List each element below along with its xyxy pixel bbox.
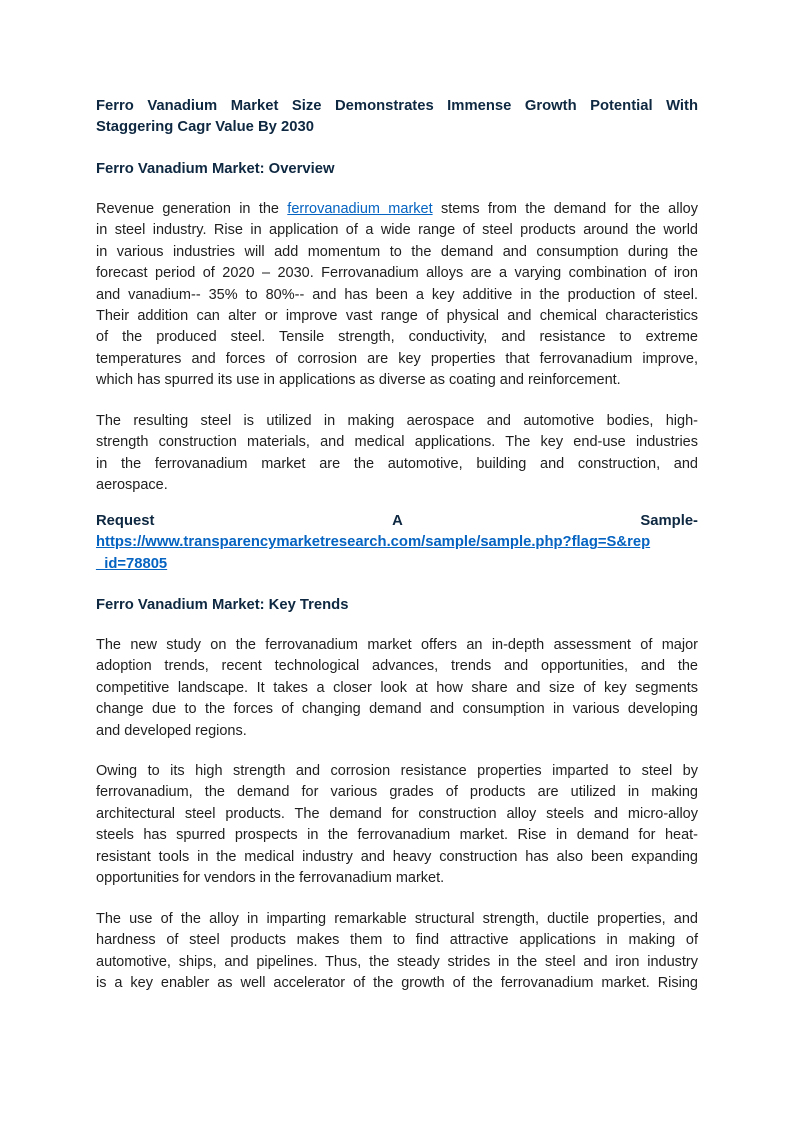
text-line: and developed regions.: [96, 722, 247, 739]
text-line: of the produced steel. Tensile strength, conductivity, and resistance to extreme: [96, 329, 698, 346]
text: A: [392, 513, 403, 529]
text-line: steels has spurred prospects in the ferrovanadium market. Rise in demand for heat-: [96, 827, 698, 844]
text-line: temperatures and forces of corrosion are key properties that ferrovanadium improve,: [96, 350, 698, 367]
heading-text: Ferro Vanadium Market: Overview: [96, 161, 335, 177]
text: stems from the demand for the alloy: [432, 201, 698, 217]
heading-text: Ferro Vanadium Market: Key Trends: [96, 597, 349, 613]
page-title: [96, 96, 698, 139]
text-line: The use of the alloy in imparting remarkable structural strength, ductile properties, and: [96, 911, 698, 927]
text-line: opportunities for vendors in the ferrovanadium market.: [96, 869, 445, 886]
text: Sample-: [640, 513, 698, 529]
paragraph-study: [96, 635, 698, 742]
text-line: The new study on the ferrovanadium market offers an in-depth assessment of major: [96, 637, 698, 653]
text-line: forecast period of 2020 – 2030. Ferrovanadium alloys are a varying combination of iron: [96, 265, 698, 282]
text-line: automotive, ships, and pipelines. Thus, the steady strides in the steel and iron industry: [96, 953, 698, 970]
text-line: [96, 199, 698, 220]
paragraph-end-use: [96, 411, 698, 497]
text: Request: [96, 513, 155, 529]
text-line: Their addition can alter or improve vast range of physical and chemical characteristics: [96, 307, 698, 324]
text-line: hardness of steel products makes them to find attractive applications in making of: [96, 932, 698, 949]
text-line: change due to the forces of changing demand and consumption in various developing: [96, 701, 698, 718]
text-line: in the ferrovanadium market are the automotive, building and construction, and: [96, 455, 698, 472]
paragraph-strength: [96, 761, 698, 889]
text-line: which has spurred its use in applications as diverse as coating and reinforcement.: [96, 372, 621, 389]
sample-request-link-cont[interactable]: _id=78805: [96, 555, 168, 572]
ferrovanadium-market-link[interactable]: ferrovanadium market: [287, 201, 433, 217]
text: Revenue generation in the: [96, 201, 288, 217]
paragraph-applications: [96, 909, 698, 995]
paragraph-overview: [96, 199, 698, 392]
text-line: ferrovanadium, the demand for various grades of products are utilized in making: [96, 784, 698, 801]
overview-heading: [96, 159, 698, 180]
text-line: is a key enabler as well accelerator of the growth of the ferrovanadium market. Rising: [96, 975, 698, 992]
text-line: in steel industry. Rise in application of a wide range of steel products around the world: [96, 222, 698, 239]
title-line: Staggering Cagr Value By 2030: [96, 119, 314, 136]
text-line: strength construction materials, and medical applications. The key end-use industries: [96, 434, 698, 451]
text-line: resistant tools in the medical industry and heavy construction has also been expanding: [96, 848, 698, 865]
text-line: adoption trends, recent technological advances, trends and opportunities, and the: [96, 658, 698, 675]
text-line: and vanadium-- 35% to 80%-- and has been a key additive in the production of steel.: [96, 286, 698, 303]
title-line: Ferro Vanadium Market Size Demonstrates Immense Growth Potential With: [96, 98, 698, 114]
text-line: Owing to its high strength and corrosion resistance properties imparted to steel by: [96, 763, 698, 779]
text-line: architectural steel products. The demand for construction alloy steels and micro-alloy: [96, 805, 698, 822]
text-line: The resulting steel is utilized in making aerospace and automotive bodies, high-: [96, 413, 698, 429]
request-label: [96, 511, 698, 532]
request-sample: [96, 511, 698, 575]
text-line: in various industries will add momentum to the demand and consumption during the: [96, 243, 698, 260]
text-line: aerospace.: [96, 477, 168, 494]
sample-request-link[interactable]: https://www.transparencymarketresearch.com/sample/sample.php?flag=S&rep: [96, 534, 651, 551]
key-trends-heading: [96, 595, 698, 616]
text-line: competitive landscape. It takes a closer look at how share and size of key segments: [96, 679, 698, 696]
